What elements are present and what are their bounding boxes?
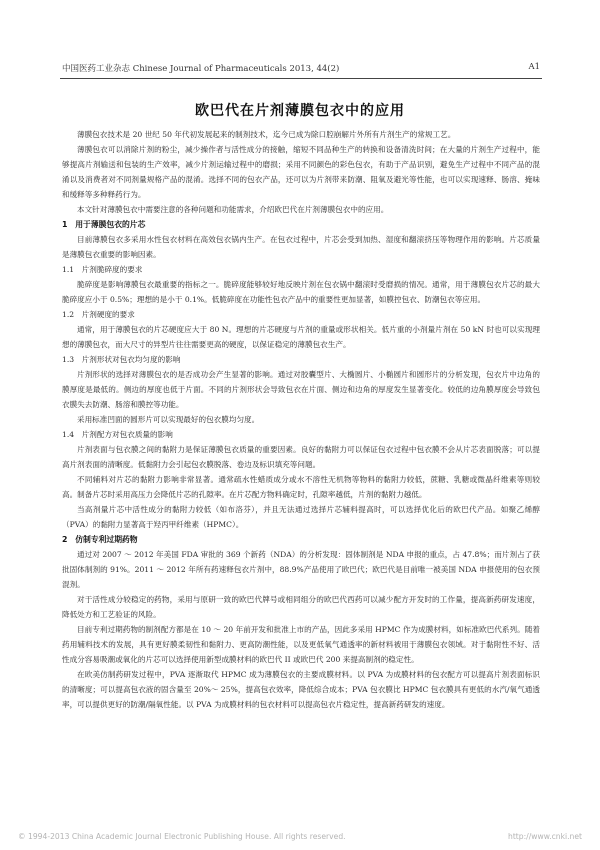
paragraph: 采用标准凹面的圆形片可以实现最好的包衣膜均匀度。 xyxy=(77,415,260,424)
footer-url[interactable]: http://www.cnki.net xyxy=(508,832,582,841)
paragraph: 对于活性成分较稳定的药物，采用与原研一致的欧巴代牌号或相同组分的欧巴代西药可以减少配方开发时的工作量，提高新药研发速度，降低处方和工艺验证的风险。 xyxy=(62,595,540,619)
copyright-notice: © 1994-2013 China Academic Journal Electronic Publishing House. All rights reserved. xyxy=(18,832,346,841)
paragraph: 目前薄膜包衣多采用水性包衣材料在高效包衣锅内生产。在包衣过程中，片芯会受到加热、湿度和翻滚挤压等物理作用的影响。片芯质量是薄膜包衣重要的影响因素。 xyxy=(62,235,540,259)
section-heading: 2 仿制专利过期药物 xyxy=(62,535,138,544)
header-rule xyxy=(60,78,542,79)
paragraph: 片剂表面与包衣膜之间的黏附力是保证薄膜包衣质量的重要因素。良好的黏附力可以保证包衣过程中包衣膜不会从片芯表面脱落；可以提高片剂表面的清晰度。低黏附力会引起包衣膜脱落、卷边及标识填充等问题。 xyxy=(62,445,540,469)
paragraph: 薄膜包衣可以消除片剂的粉尘，减少操作者与活性成分的接触，缩短不同品种生产的转换和设备清洗时间；在大量的片剂生产过程中，能够提高片剂输送和包装的生产效率，减少片剂运输过程中的磨损；采用不同颜色的彩色包衣，有助于产品识别，避免生产过程中不同产品的混淆以及消费者对不同剂量规格产品的混淆。选择不同的包衣产品，还可以为片剂带来防潮、阻氧及避光等性能，也可以实现速释、肠溶、掩味和缓释等多种释药行为。 xyxy=(62,145,540,199)
section-heading: 1 用于薄膜包衣的片芯 xyxy=(62,220,146,229)
page-number: A1 xyxy=(528,62,540,72)
paragraph: 本文针对薄膜包衣中需要注意的各种问题和功能需求，介绍欧巴代在片剂薄膜包衣中的应用。 xyxy=(77,205,389,214)
paragraph: 在欧美仿制药研发过程中，PVA 逐渐取代 HPMC 成为薄膜包衣的主要成膜材料。以 PVA 为成膜材料的包衣配方可以提高片剂表面标识的清晰度；可以提高包衣液的固含量至 20%～ 25%，提高包衣效率，降低综合成本；PVA 包衣膜比 HPMC 包衣膜具有更低的水汽/氧气通透率，可以提供更好的防潮/隔氧性能。以 PVA 为成膜材料的包衣材料可以提高包衣片稳定性，提高新药研发的速度。 xyxy=(62,670,540,709)
subsection-heading: 1.2 片剂硬度的要求 xyxy=(62,310,135,319)
article-title: 欧巴代在片剂薄膜包衣中的应用 xyxy=(195,103,405,119)
paragraph: 目前专利过期药物的制剂配方都是在 10 ～ 20 年前开发和批准上市的产品，因此多采用 HPMC 作为成膜材料，如标准欧巴代系列。随着药用辅料技术的发展，具有更好膜柔韧性和黏附力、更高防潮性能，以及更低氧气通透率的新材料被用于薄膜包衣领域。对于黏附性不好、活性成分容易吸潮或氧化的片芯可以选择使用新型成膜材料的欧巴代 II 或欧巴代 200 来提高制剂的稳定性。 xyxy=(62,625,540,664)
paragraph: 通常，用于薄膜包衣的片芯硬度应大于 80 N。理想的片芯硬度与片剂的重量或形状相关。低片重的小剂量片剂在 50 kN 时也可以实现理想的薄膜包衣，而大尺寸的异型片往往需要更高的硬度，以保证稳定的薄膜包衣生产。 xyxy=(62,325,540,349)
paragraph: 薄膜包衣技术是 20 世纪 50 年代初发展起来的制剂技术，迄今已成为除口腔崩解片外所有片剂生产的常规工艺。 xyxy=(77,130,456,139)
paragraph: 当高剂量片芯中活性成分的黏附力较低（如布洛芬），并且无法通过选择片芯辅料提高时，可以选择优化后的欧巴代产品。如聚乙烯醇（PVA）的黏附力显著高于羟丙甲纤维素（HPMC）。 xyxy=(62,505,540,529)
paragraph: 脆碎度是影响薄膜包衣最重要的指标之一。脆碎度能够较好地反映片剂在包衣锅中翻滚时受磨损的情况。通常，用于薄膜包衣片芯的最大脆碎度应小于 0.5%；理想的是小于 0.1%。低脆碎度在功能性包衣产品中的重要性更加显著，如膜控包衣、防潮包衣等应用。 xyxy=(62,280,540,304)
paragraph: 片剂形状的选择对薄膜包衣的是否成功会产生显著的影响。通过对胶囊型片、大椭圆片、小椭圆片和圆形片的分析发现，包衣片中边角的膜厚度是最低的。侧边的厚度也低于片面。不同的片剂形状会导致包衣在片面、侧边和边角的厚度发生显著变化。较低的边角膜厚度会导致包衣膜失去防潮、肠溶和膜控等功能。 xyxy=(62,370,540,409)
subsection-heading: 1.4 片剂配方对包衣质量的影响 xyxy=(62,430,173,439)
paragraph: 通过对 2007 ～ 2012 年美国 FDA 审批的 369 个新药（NDA）的分析发现：固体制剂是 NDA 申报的重点，占 47.8%；而片剂占了获批固体制剂的 91%。2011 ～ 2012 年所有药速释包衣片剂中，88.9%产品使用了欧巴代；欧巴代是目前唯一被美国 NDA 申报使用的包衣预混剂。 xyxy=(62,550,540,589)
paragraph: 不同辅料对片芯的黏附力影响非常显著。通常疏水性蜡质成分或水不溶性无机物等物料的黏附力较低，蔗糖、乳糖或微晶纤维素等则较高。制备片芯时采用高压力会降低片芯的孔隙率。在片芯配方物料确定时，孔隙率越低，片剂的黏附力越低。 xyxy=(62,475,540,499)
journal-citation: 中国医药工业杂志 Chinese Journal of Pharmaceuticals 2013, 44(2) xyxy=(62,64,340,74)
subsection-heading: 1.3 片剂形状对包衣均匀度的影响 xyxy=(62,355,181,364)
subsection-heading: 1.1 片剂脆碎度的要求 xyxy=(62,265,143,274)
article-body xyxy=(62,127,540,712)
